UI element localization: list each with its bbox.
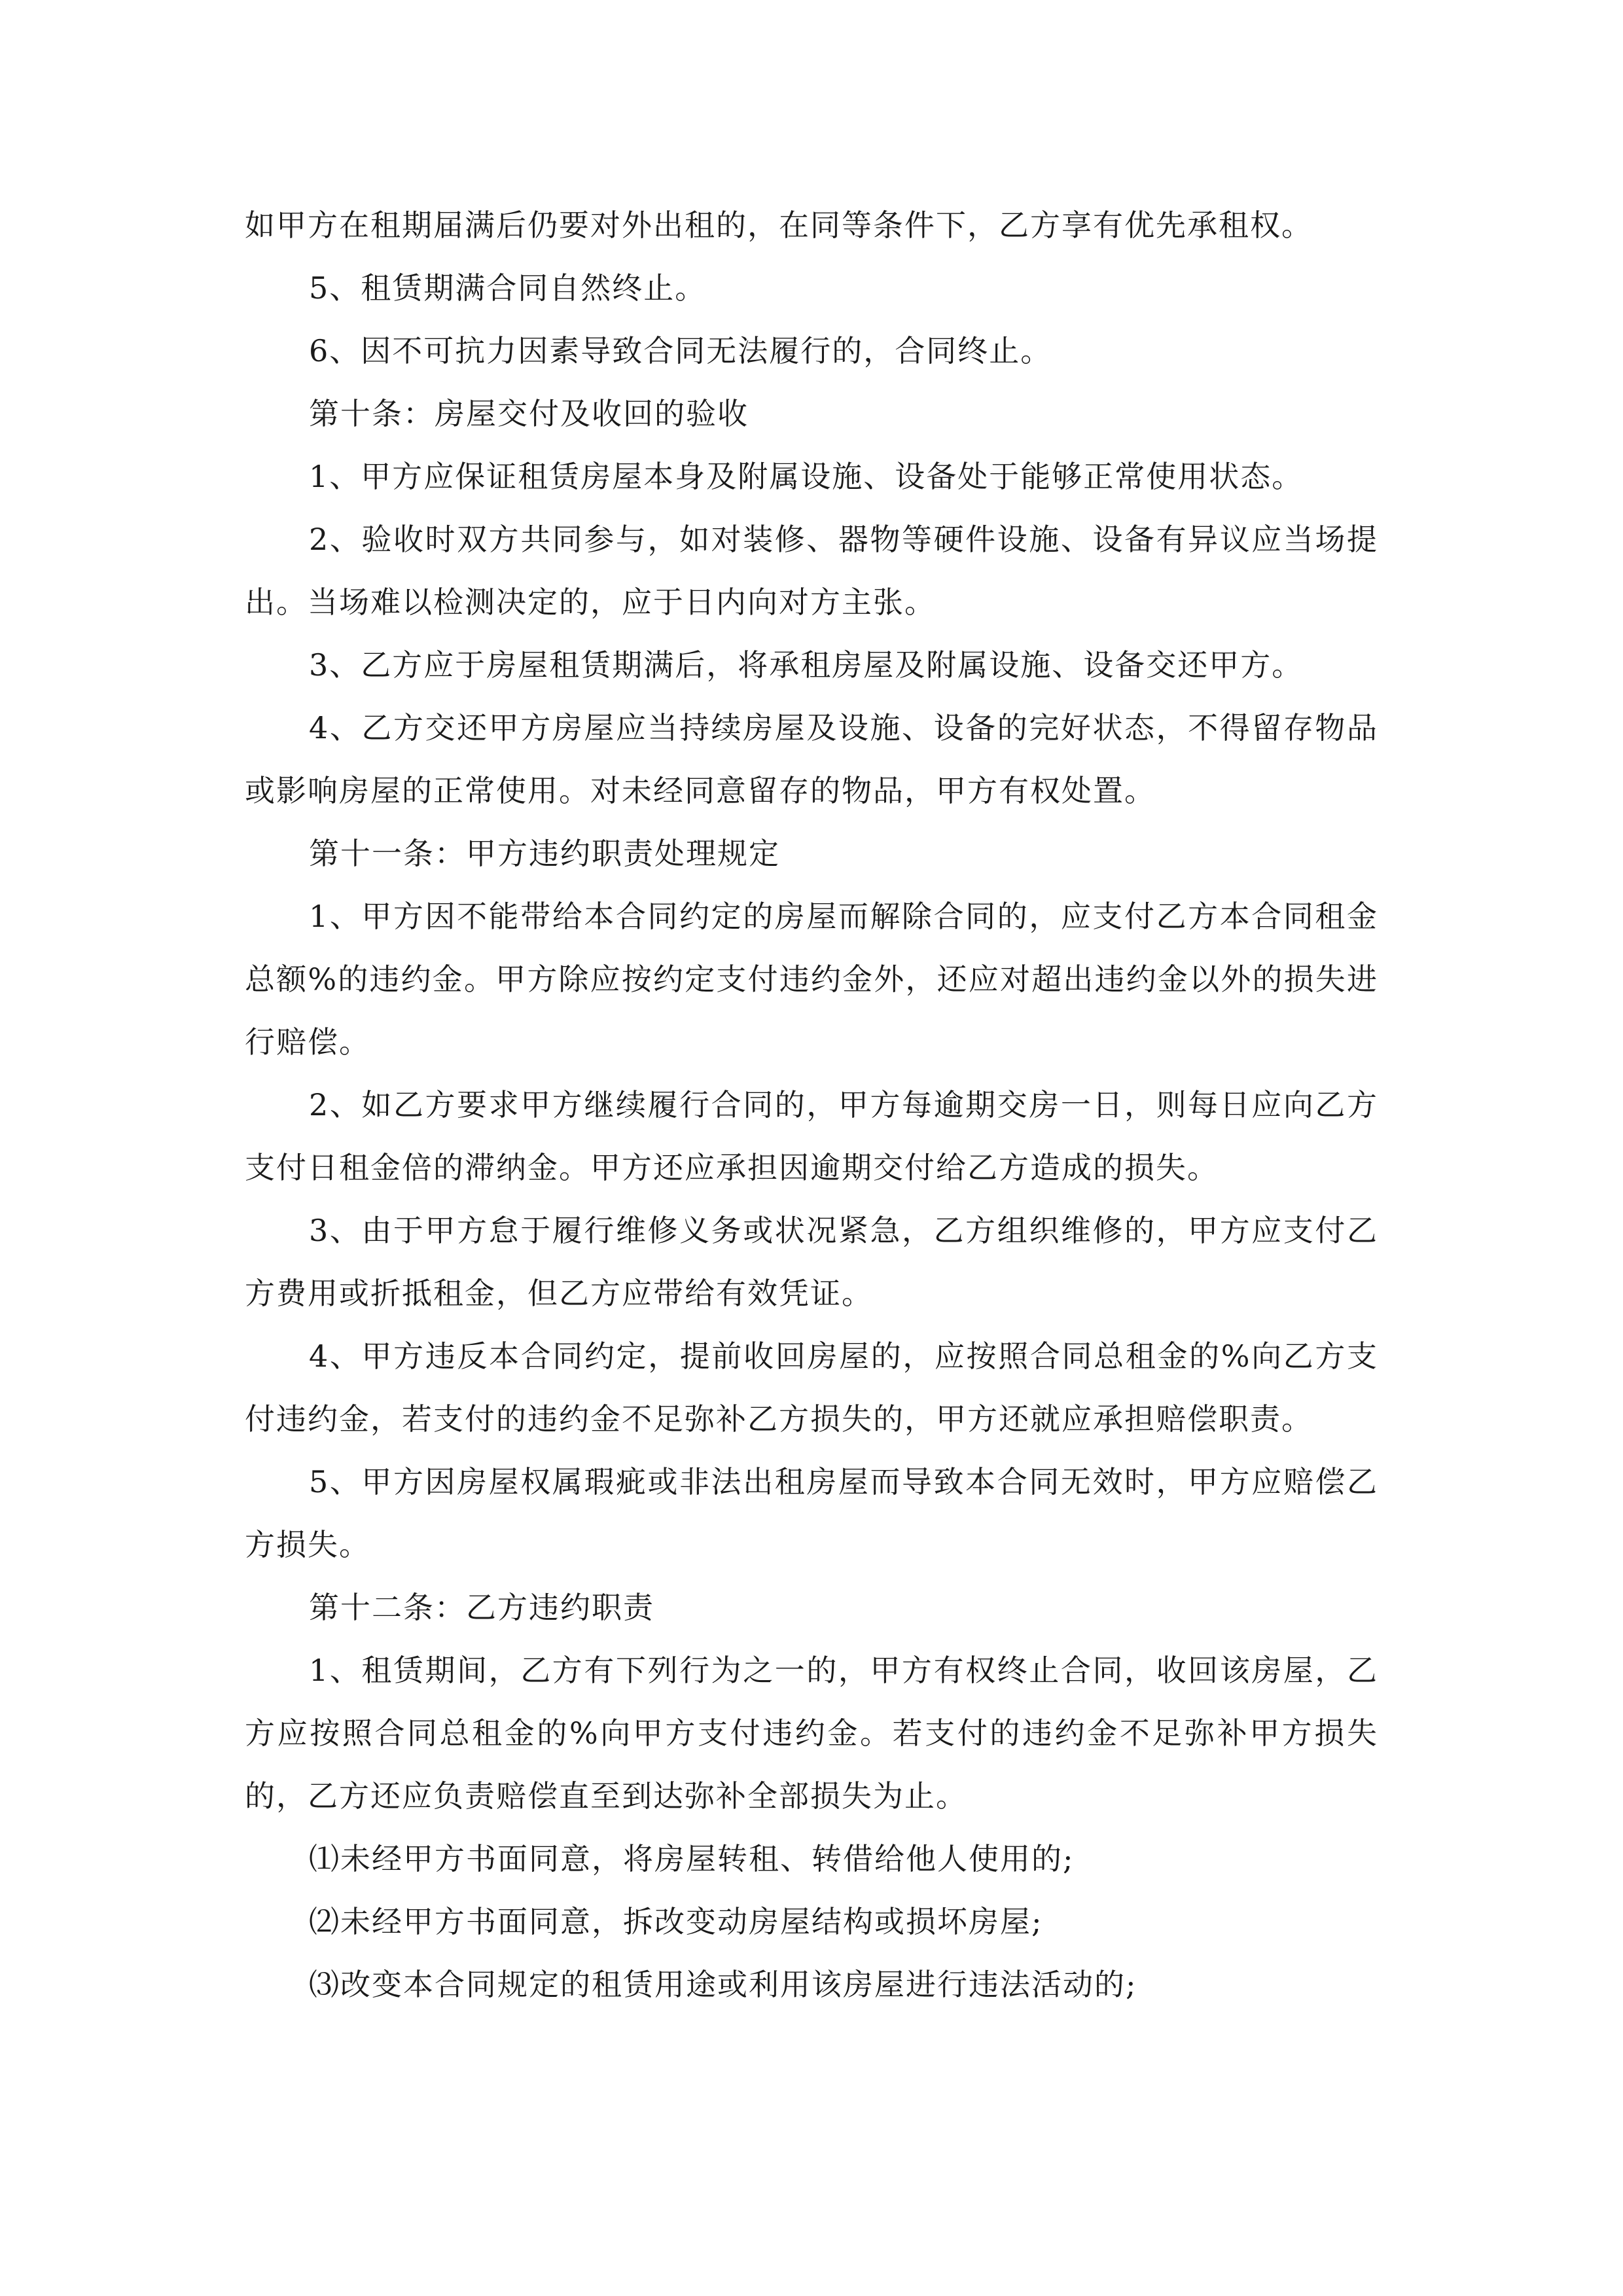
paragraph-10-2: 2、验收时双方共同参与，如对装修、器物等硬件设施、设备有异议应当场提出。当场难以检测决定的，应于日内向对方主张。	[245, 522, 1378, 620]
paragraph-11-3: 3、由于甲方怠于履行维修义务或状况紧急，乙方组织维修的，甲方应支付乙方费用或折抵租金，但乙方应带给有效凭证。	[245, 1213, 1378, 1311]
paragraph-item-6: 6、因不可抗力因素导致合同无法履行的，合同终止。	[309, 333, 1052, 368]
document-page	[245, 194, 1378, 2016]
paragraph-11-5: 5、甲方因房屋权属瑕疵或非法出租房屋而导致本合同无效时，甲方应赔偿乙方损失。	[245, 1464, 1378, 1562]
paragraph-12-1-sub-2: ⑵未经甲方书面同意，拆改变动房屋结构或损坏房屋;	[309, 1904, 1043, 1939]
paragraph-11-4: 4、甲方违反本合同约定，提前收回房屋的，应按照合同总租金的%向乙方支付违约金，若支付的违约金不足弥补乙方损失的，甲方还就应承担赔偿职责。	[245, 1338, 1378, 1437]
paragraph-continuation: 如甲方在租期届满后仍要对外出租的，在同等条件下，乙方享有优先承租权。	[245, 207, 1313, 243]
paragraph-10-3: 3、乙方应于房屋租赁期满后，将承租房屋及附属设施、设备交还甲方。	[309, 647, 1304, 683]
section-heading-article-11: 第十一条：甲方违约职责处理规定	[309, 836, 780, 871]
section-heading-article-10: 第十条：房屋交付及收回的验收	[309, 396, 749, 431]
section-heading-article-12: 第十二条：乙方违约职责	[309, 1590, 654, 1625]
paragraph-12-1: 1、租赁期间，乙方有下列行为之一的，甲方有权终止合同，收回该房屋，乙方应按照合同总租金的%向甲方支付违约金。若支付的违约金不足弥补甲方损失的，乙方还应负责赔偿直至到达弥补全部损失为止。	[245, 1653, 1378, 1814]
paragraph-10-4: 4、乙方交还甲方房屋应当持续房屋及设施、设备的完好状态，不得留存物品或影响房屋的正常使用。对未经同意留存的物品，甲方有权处置。	[245, 710, 1378, 808]
paragraph-10-1: 1、甲方应保证租赁房屋本身及附属设施、设备处于能够正常使用状态。	[309, 459, 1304, 494]
paragraph-item-5: 5、租赁期满合同自然终止。	[309, 270, 707, 306]
paragraph-11-2: 2、如乙方要求甲方继续履行合同的，甲方每逾期交房一日，则每日应向乙方支付日租金倍的滞纳金。甲方还应承担因逾期交付给乙方造成的损失。	[245, 1087, 1378, 1185]
paragraph-12-1-sub-3: ⑶改变本合同规定的租赁用途或利用该房屋进行违法活动的;	[309, 1967, 1137, 2002]
paragraph-12-1-sub-1: ⑴未经甲方书面同意，将房屋转租、转借给他人使用的;	[309, 1841, 1075, 1876]
paragraph-11-1: 1、甲方因不能带给本合同约定的房屋而解除合同的，应支付乙方本合同租金总额%的违约金。甲方除应按约定支付违约金外，还应对超出违约金以外的损失进行赔偿。	[245, 899, 1378, 1060]
